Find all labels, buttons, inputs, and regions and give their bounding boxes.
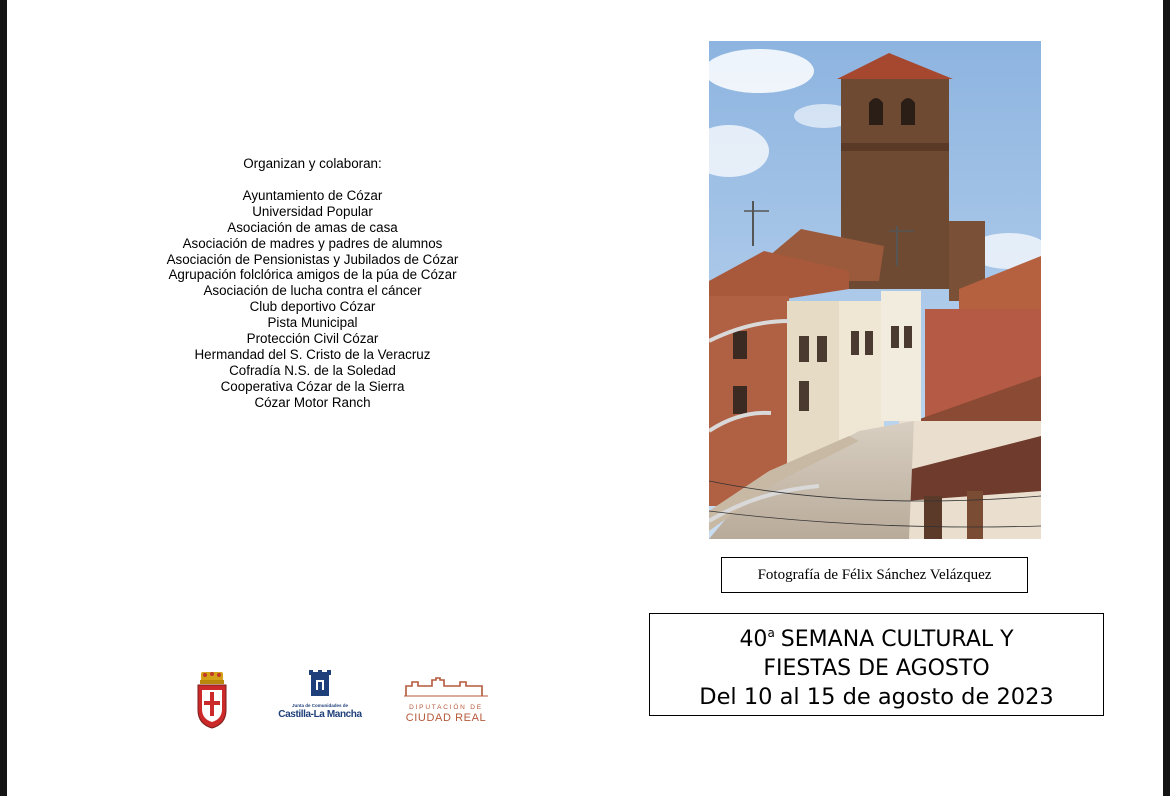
- diputacion-building-icon: [402, 676, 490, 698]
- organization-item: Protección Civil Cózar: [246, 331, 379, 347]
- event-edition-number: 40: [739, 627, 768, 652]
- event-title-line1: [650, 619, 1103, 654]
- event-title-line2: FIESTAS DE AGOSTO: [763, 656, 990, 681]
- page-edge-left: [0, 0, 7, 796]
- cozar-coat-of-arms-logo: [194, 670, 230, 730]
- organization-item: Agrupación folclórica amigos de la púa de Cózar: [168, 267, 457, 283]
- organization-item: Cózar Motor Ranch: [254, 394, 371, 410]
- event-dates: Del 10 al 15 de agosto de 2023: [699, 684, 1054, 710]
- organization-item: Pista Municipal: [267, 315, 358, 331]
- village-street-photo: [709, 41, 1041, 539]
- event-title-box: [649, 613, 1104, 716]
- jccm-logo: [278, 668, 362, 724]
- credits-list: [150, 156, 475, 411]
- organization-item: Hermandad del S. Cristo de la Veracruz: [194, 346, 431, 362]
- sponsor-logos: [190, 668, 500, 738]
- jccm-small-text: Junta de Comunidades de: [291, 703, 348, 708]
- event-edition-ordinal: a: [767, 626, 775, 640]
- organization-item: Asociación de lucha contra el cáncer: [203, 283, 422, 299]
- organization-item: Cofradía N.S. de la Soledad: [229, 362, 396, 378]
- diputacion-ciudad-real-logo: [402, 676, 490, 724]
- organization-item: Cooperativa Cózar de la Sierra: [220, 378, 405, 394]
- organization-item: Club deportivo Cózar: [249, 299, 376, 315]
- organization-item: Asociación de Pensionistas y Jubilados de Cózar: [166, 251, 459, 267]
- credits-heading: Organizan y colaboran:: [243, 156, 382, 171]
- diputacion-line2: CIUDAD REAL: [405, 712, 487, 724]
- organization-item: Ayuntamiento de Cózar: [242, 187, 383, 203]
- jccm-tower-icon: [278, 668, 362, 698]
- event-title-text: SEMANA CULTURAL Y: [780, 627, 1014, 652]
- jccm-name-text: Castilla-La Mancha: [278, 709, 362, 720]
- page-edge-right: [1163, 0, 1170, 796]
- diputacion-line1: DIPUTACIÓN DE: [409, 704, 483, 711]
- organization-item: Asociación de amas de casa: [227, 219, 398, 235]
- photo-caption-text: Fotografía de Félix Sánchez Velázquez: [757, 566, 992, 583]
- photo-caption: [721, 557, 1028, 593]
- organization-item: Universidad Popular: [252, 203, 373, 219]
- organization-item: Asociación de madres y padres de alumnos: [182, 235, 443, 251]
